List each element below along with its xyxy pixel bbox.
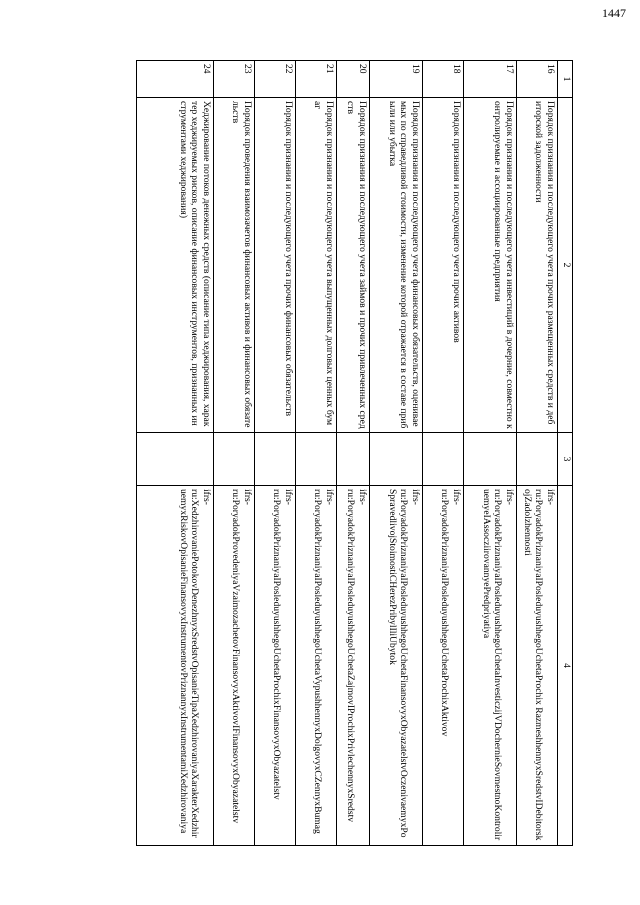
row-description: Порядок признания и последующего учета инвестиций в дочерние, совместно контролируемые и ассоциированные предприятия xyxy=(464,98,517,433)
row-col3 xyxy=(423,433,464,486)
row-col3 xyxy=(517,433,558,486)
code-value: ru:PoryadokPriznaniyaIPosleduyushhegoUchetaFinansovyxObyazatelstvOczenivaemyxPoSpravedlivojStoimostiCHerezPribylIliUbytok xyxy=(386,489,410,838)
row-description: Порядок признания и последующего учета прочих активов xyxy=(423,98,464,433)
row-code-cell xyxy=(423,486,464,846)
table-row xyxy=(370,61,423,846)
table-row xyxy=(214,61,255,846)
table-row xyxy=(337,61,370,846)
rotated-table-container xyxy=(88,60,573,845)
row-description: Порядок проведения взаимозачетов финансовых активов и финансовых обязательств xyxy=(214,98,255,433)
row-description: Порядок признания и последующего учета займов и прочих привлеченных средств xyxy=(337,98,370,433)
row-col3 xyxy=(370,433,423,486)
row-number: 19 xyxy=(370,61,423,98)
row-code-cell xyxy=(337,486,370,846)
code-value: ru:XedzhirovaniePotokovDenezhnyxSredstvOpisanieTipaXedzhirovaniyaXarakterXedzhiruemyxRiskovOpisanieFinansovyxInstrumentovPriznannyxInstrumentamiXedzhirovaniya xyxy=(177,489,201,838)
code-value: ru:PoryadokPriznaniyaIPosleduyushhegoUchetaProchix RazmeshhennyxSredstvIDebitorskojZadolzhennosti xyxy=(521,489,545,841)
row-number: 20 xyxy=(337,61,370,98)
table-header-row xyxy=(558,61,573,846)
code-prefix: ifrs- xyxy=(410,489,421,505)
table-row xyxy=(517,61,558,846)
row-col3 xyxy=(255,433,296,486)
row-code-cell xyxy=(464,486,517,846)
code-prefix: ifrs- xyxy=(545,489,556,505)
code-value: ru:PoryadokPriznaniyaIPosleduyushhegoUchetaProchixFinansovyxObyazatelstv xyxy=(271,489,283,800)
row-number: 18 xyxy=(423,61,464,98)
data-table xyxy=(136,60,573,846)
code-prefix: ifrs- xyxy=(201,489,212,505)
row-code-cell xyxy=(296,486,337,846)
row-col3 xyxy=(137,433,214,486)
column-header-4: 4 xyxy=(558,486,573,846)
row-col3 xyxy=(296,433,337,486)
column-header-1: 1 xyxy=(558,61,573,98)
code-value: ru:PoryadokPriznaniyaIPosleduyushhegoUchetaVypushhennyxDolgovyxCZennyxBumag xyxy=(312,489,324,834)
table-row xyxy=(423,61,464,846)
code-prefix: ifrs- xyxy=(324,489,335,505)
table-row xyxy=(464,61,517,846)
row-number: 24 xyxy=(137,61,214,98)
code-prefix: ifrs- xyxy=(242,489,253,505)
code-prefix: ifrs- xyxy=(504,489,515,505)
code-value: ru:PoryadokPriznaniyaIPosleduyushhegoUchetaInvesticzijVDochernieSovmestnoKontroliruemyeIAssocziirovannyePredpriyatiya xyxy=(480,489,504,841)
row-description: Порядок признания и последующего учета финансовых обязательств, оцениваемых по справедливой стоимости, изменение которой отражается в составе прибыли или убытка xyxy=(370,98,423,433)
code-value: ru:PoryadokPriznaniyaIPosleduyushhegoUchetaProchixAktivov xyxy=(439,489,451,737)
row-number: 17 xyxy=(464,61,517,98)
row-code-cell xyxy=(214,486,255,846)
row-code-cell xyxy=(517,486,558,846)
code-value: ru:PoryadokPriznaniyaIPosleduyushhegoUchetaZajmovIProchixPrivlechennyxSredstv xyxy=(345,489,357,823)
row-code-cell xyxy=(255,486,296,846)
code-prefix: ifrs- xyxy=(451,489,462,505)
table-row xyxy=(296,61,337,846)
table-row xyxy=(137,61,214,846)
row-description: Порядок признания и последующего учета прочих финансовых обязательств xyxy=(255,98,296,433)
code-value: ru:PoryadokProvedeniyaVzaimozachetovFinansovyxAktivovIFinansovyxObyazatelstv xyxy=(230,489,242,824)
code-prefix: ifrs- xyxy=(357,489,368,505)
column-header-3: 3 xyxy=(558,433,573,486)
row-description: Порядок признания и последующего учета выпущенных долговых ценных бумаг xyxy=(296,98,337,433)
row-number: 23 xyxy=(214,61,255,98)
row-col3 xyxy=(337,433,370,486)
row-col3 xyxy=(464,433,517,486)
row-number: 22 xyxy=(255,61,296,98)
row-number: 21 xyxy=(296,61,337,98)
row-code-cell xyxy=(370,486,423,846)
row-description: Хеджирование потоков денежных средств (описание типа хеджирования, характер хеджируемых рисков, описание финансовых инструментов, признанных инструментами хеджирования) xyxy=(137,98,214,433)
row-code-cell xyxy=(137,486,214,846)
page-number: 1447 xyxy=(602,6,626,20)
row-description: Порядок признания и последующего учета прочих размещенных средств и дебиторской задолженности xyxy=(517,98,558,433)
row-number: 16 xyxy=(517,61,558,98)
code-prefix: ifrs- xyxy=(283,489,294,505)
table-row xyxy=(255,61,296,846)
row-col3 xyxy=(214,433,255,486)
column-header-2: 2 xyxy=(558,98,573,433)
